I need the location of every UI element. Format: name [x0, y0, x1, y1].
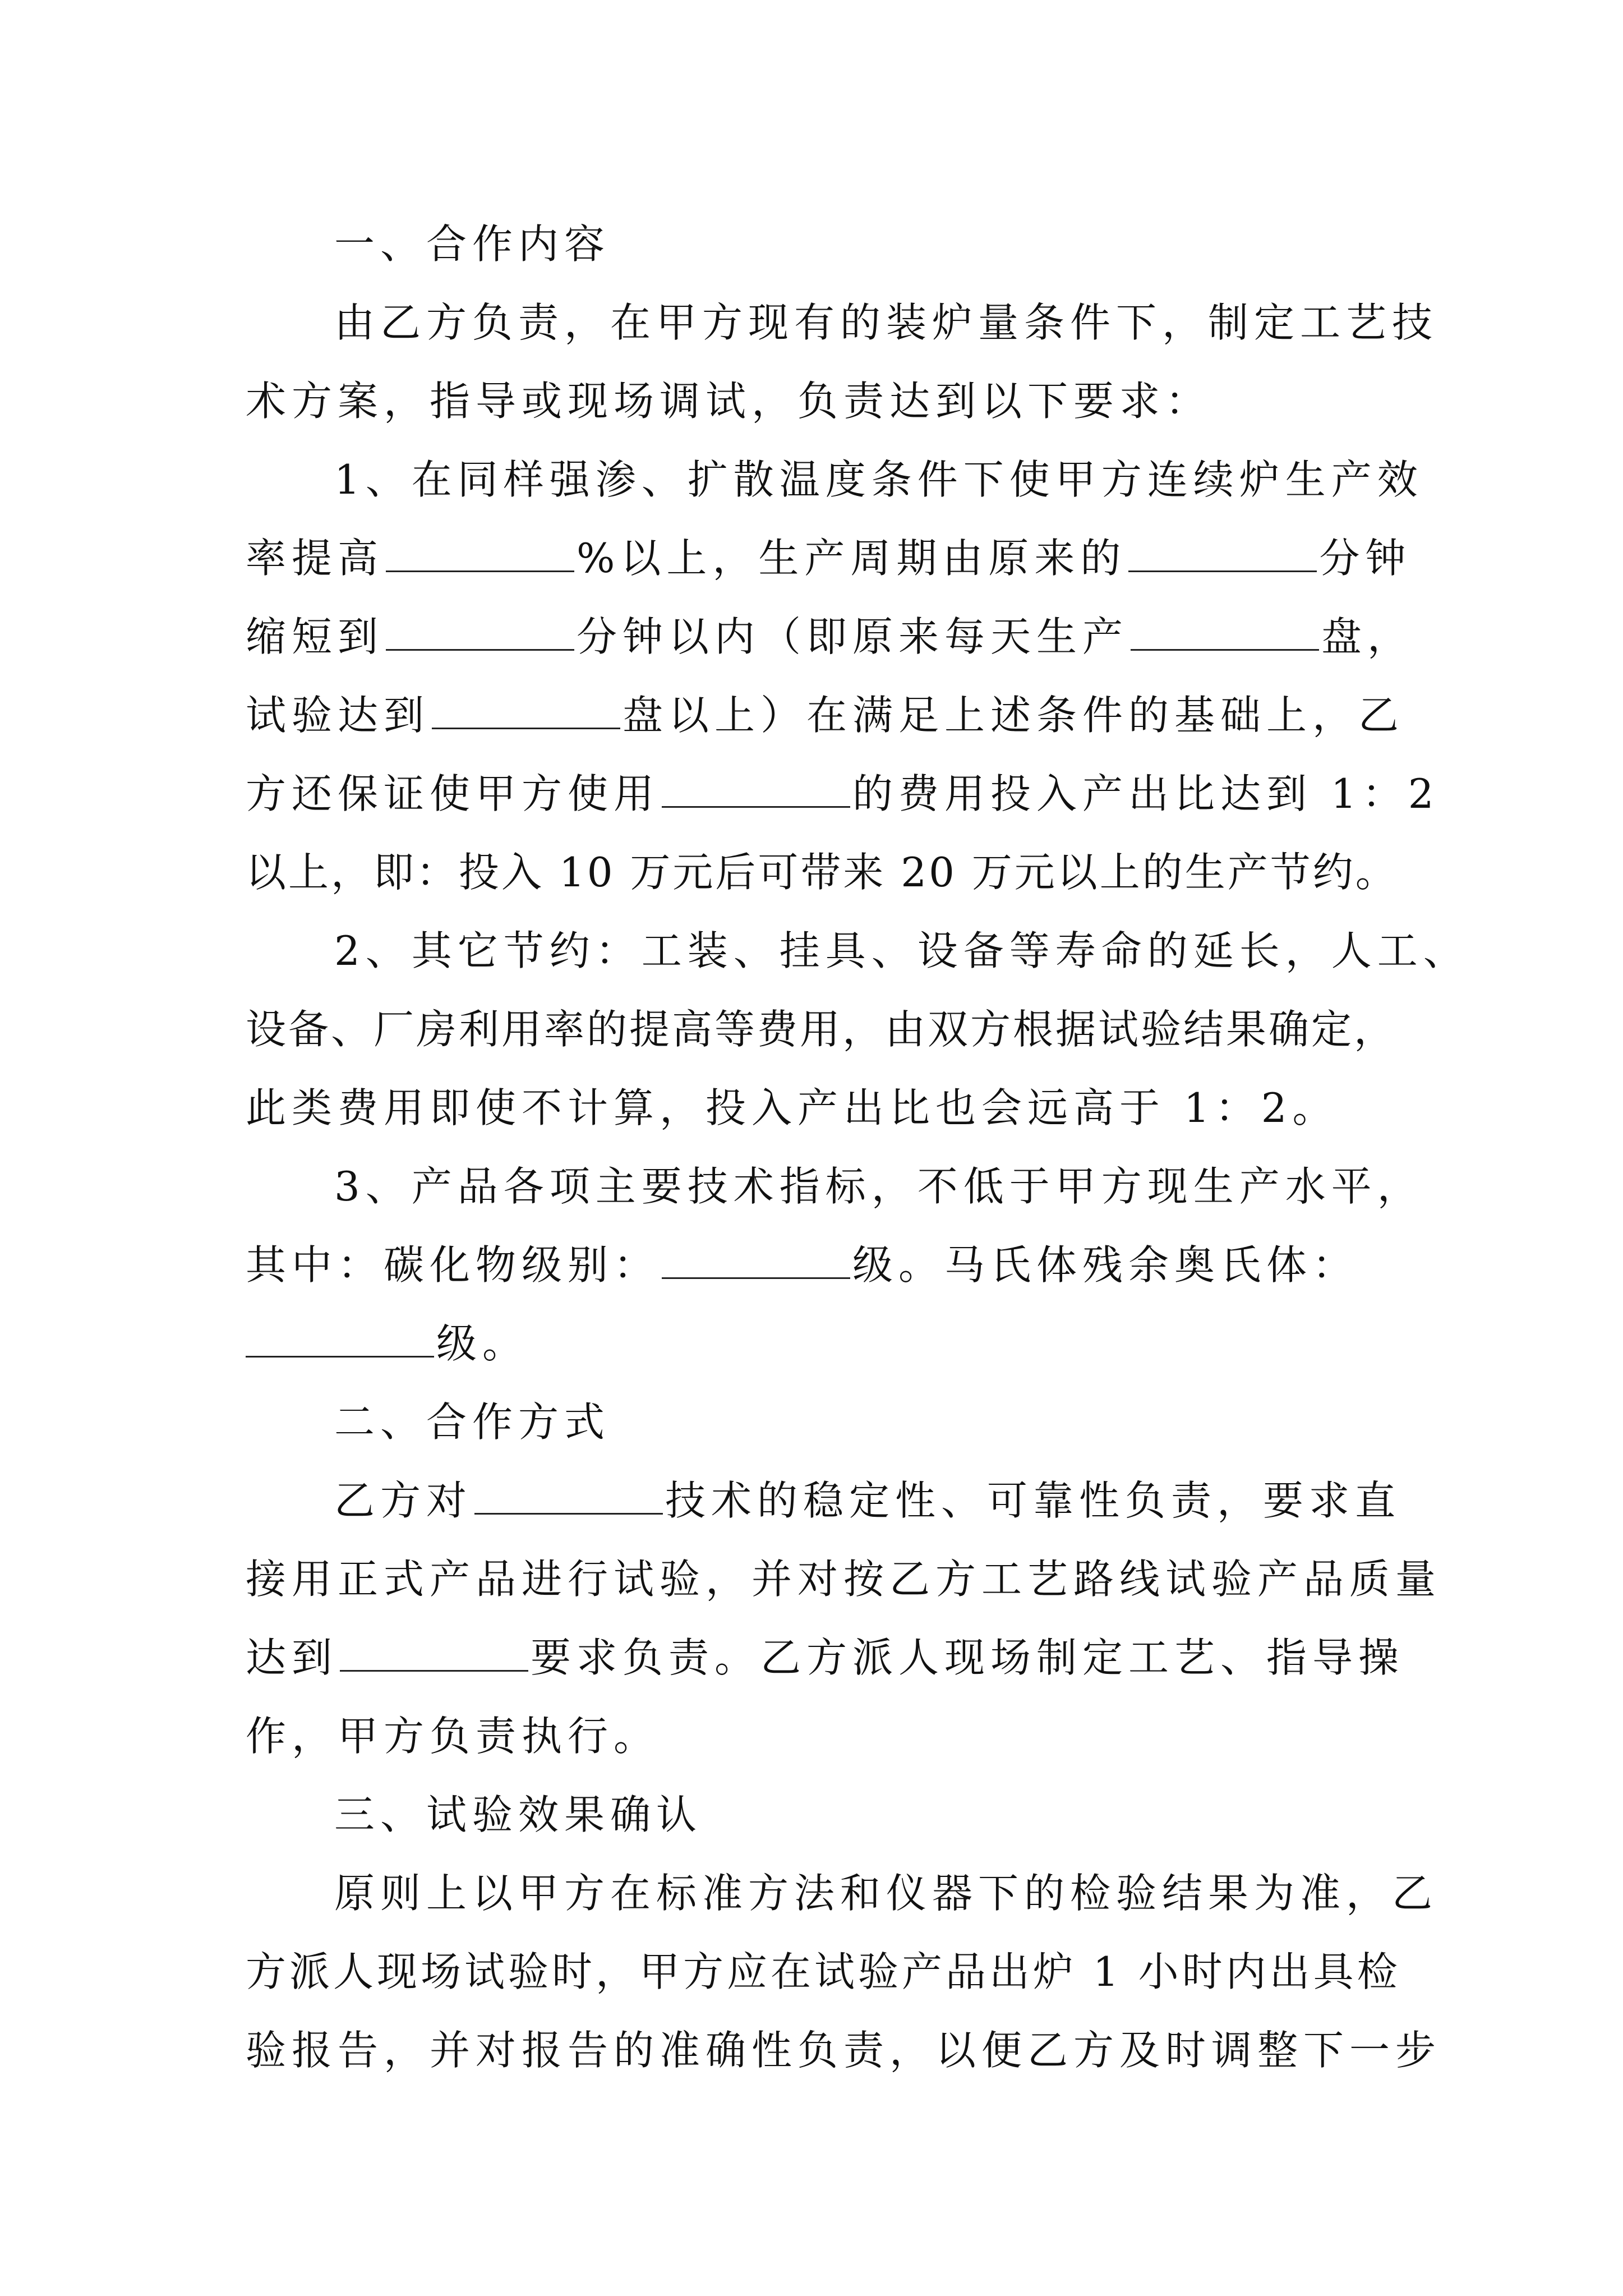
- section-heading-test-result-confirmation: [334, 1775, 702, 1854]
- paragraph-line: [246, 990, 1396, 1069]
- fill-in-blank[interactable]: [1128, 537, 1317, 572]
- fill-in-blank[interactable]: [340, 1636, 528, 1672]
- line-text: 的费用投入产出比达到 1：2: [852, 770, 1440, 817]
- line-text: 盘，: [1321, 613, 1414, 660]
- paragraph-line: [246, 1540, 1441, 1618]
- line-text: 由乙方负责，在甲方现有的装炉量条件下，制定工艺技: [334, 299, 1438, 346]
- line-text: 试验达到: [246, 692, 430, 739]
- line-text: 技术的稳定性、可靠性负责，要求直: [665, 1477, 1401, 1524]
- paragraph-line: [246, 519, 1411, 597]
- line-text: 盘以上）在满足上述条件的基础上，乙: [623, 692, 1405, 739]
- paragraph-line: [334, 1461, 1401, 1540]
- paragraph-line: [246, 1618, 1404, 1697]
- fill-in-blank[interactable]: [1131, 615, 1319, 651]
- paragraph-line: [246, 833, 1398, 912]
- fill-in-blank[interactable]: [386, 615, 574, 651]
- line-text: 术方案，指导或现场调试，负责达到以下要求：: [246, 378, 1212, 425]
- section-heading-cooperation-content: [334, 205, 610, 283]
- paragraph-line: [334, 912, 1469, 990]
- line-text: 设备、厂房利用率的提高等费用，由双方根据试验结果确定，: [246, 1006, 1397, 1053]
- line-text: 乙方对: [334, 1477, 473, 1524]
- line-text: 其中：碳化物级别：: [246, 1241, 660, 1289]
- line-text: 要求负责。乙方派人现场制定工艺、指导操: [531, 1634, 1405, 1681]
- line-text: %以上，生产周期由原来的: [577, 535, 1127, 582]
- line-text: 作，甲方负责执行。: [246, 1713, 660, 1760]
- paragraph-line: [246, 1304, 528, 1383]
- line-text: 原则上以甲方在标准方法和仪器下的检验结果为准，乙: [334, 1870, 1438, 1917]
- paragraph-line: [246, 1069, 1339, 1147]
- paragraph-line: [246, 1697, 660, 1775]
- heading-text: 二、合作方式: [334, 1398, 611, 1446]
- paragraph-line: [246, 1932, 1401, 2011]
- line-text: 验报告，并对报告的准确性负责，以便乙方及时调整下一步: [246, 2027, 1442, 2074]
- line-text: 2、其它节约：工装、挂具、设备等寿命的延长，人工、: [334, 927, 1469, 974]
- line-text: 达到: [246, 1634, 338, 1681]
- heading-text: 一、合作内容: [334, 220, 611, 268]
- fill-in-blank[interactable]: [474, 1479, 663, 1515]
- line-text: 率提高: [246, 535, 384, 582]
- section-heading-cooperation-method: [334, 1383, 610, 1461]
- line-text: 方还保证使甲方使用: [246, 770, 660, 817]
- fill-in-blank[interactable]: [386, 537, 574, 572]
- paragraph-line: [246, 362, 1211, 440]
- line-text: 分钟以内（即原来每天生产: [577, 613, 1129, 660]
- line-text: 缩短到: [246, 613, 384, 660]
- paragraph-line: [334, 440, 1423, 519]
- line-text: 分钟: [1319, 535, 1412, 582]
- fill-in-blank[interactable]: [662, 1244, 850, 1279]
- line-text: 以上，即：投入 10 万元后可带来 20 万元以上的生产节约。: [246, 849, 1398, 896]
- fill-in-blank[interactable]: [662, 772, 850, 808]
- paragraph-line: [334, 1854, 1438, 1932]
- line-text: 级。马氏体残余奥氏体：: [852, 1241, 1359, 1289]
- line-text: 1、在同样强渗、扩散温度条件下使甲方连续炉生产效: [334, 456, 1423, 503]
- paragraph-line: [246, 2011, 1441, 2090]
- line-text: 接用正式产品进行试验，并对按乙方工艺路线试验产品质量: [246, 1556, 1442, 1603]
- paragraph-line: [246, 1226, 1358, 1304]
- paragraph-line: [246, 597, 1413, 676]
- fill-in-blank[interactable]: [432, 694, 620, 729]
- fill-in-blank[interactable]: [246, 1322, 434, 1358]
- paragraph-line: [334, 1147, 1423, 1226]
- line-text: 方派人现场试验时，甲方应在试验产品出炉 1 小时内出具检: [246, 1948, 1401, 1995]
- line-text: 级。: [436, 1320, 529, 1367]
- paragraph-line: [246, 754, 1440, 833]
- paragraph-line: [246, 676, 1404, 754]
- paragraph-line: [334, 283, 1438, 362]
- heading-text: 三、试验效果确认: [334, 1791, 703, 1838]
- line-text: 此类费用即使不计算，投入产出比也会远高于 1：2。: [246, 1084, 1339, 1131]
- line-text: 3、产品各项主要技术指标，不低于甲方现生产水平，: [334, 1163, 1423, 1210]
